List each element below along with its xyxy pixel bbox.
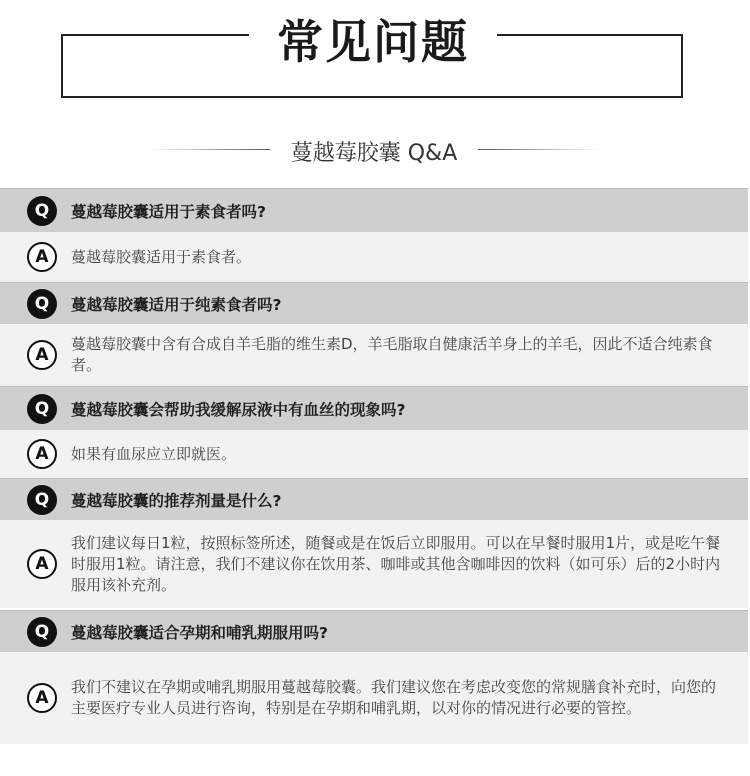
answer-badge-icon: A: [27, 439, 57, 469]
question-badge-icon: Q: [27, 617, 57, 647]
question-badge-icon: Q: [27, 394, 57, 424]
title-rule-right: [497, 34, 683, 36]
answer-row: [0, 324, 748, 386]
question-text: 蔓越莓胶囊的推荐剂量是什么?: [71, 491, 282, 510]
question-text: 蔓越莓胶囊会帮助我缓解尿液中有血丝的现象吗?: [71, 400, 406, 419]
title-rule-left: [61, 34, 249, 36]
page-title: 常见问题: [277, 15, 469, 69]
answer-row: [0, 652, 748, 744]
faq-item: [0, 282, 748, 386]
question-row: [0, 282, 748, 324]
subtitle-rule-left: [150, 149, 270, 150]
answer-text: 蔓越莓胶囊适用于素食者。: [71, 247, 252, 266]
question-badge-icon: Q: [27, 485, 57, 515]
answer-row: [0, 520, 748, 608]
answer-text: 我们不建议在孕期或哺乳期服用蔓越莓胶囊。我们建议您在考虑改变您的常规膳食补充时，向您的主要医疗专业人员进行咨询，特别是在孕期和哺乳期，以对你的情况进行必要的管控。: [71, 678, 717, 717]
answer-badge-icon: A: [27, 340, 57, 370]
faq-item: [0, 478, 748, 608]
faq-item: [0, 610, 748, 744]
subtitle-rule-right: [478, 149, 600, 150]
subtitle-row: [0, 130, 750, 168]
question-text: 蔓越莓胶囊适合孕期和哺乳期服用吗?: [71, 623, 328, 642]
question-text: 蔓越莓胶囊适用于素食者吗?: [71, 202, 266, 221]
answer-text: 我们建议每日1粒，按照标签所述，随餐或是在饭后立即服用。可以在早餐时服用1片，或是吃午餐时服用1粒。请注意，我们不建议你在饮用茶、咖啡或其他含咖啡因的饮料（如可乐）后的2小时内服用该补充剂。: [71, 533, 721, 594]
question-badge-icon: Q: [27, 196, 57, 226]
faq-item: [0, 188, 748, 282]
answer-badge-icon: A: [27, 683, 57, 713]
faq-item: [0, 386, 748, 478]
answer-row: [0, 232, 748, 282]
question-row: [0, 188, 748, 232]
answer-row: [0, 430, 748, 478]
answer-text: 如果有血尿应立即就医。: [71, 444, 237, 463]
question-row: [0, 386, 748, 430]
answer-badge-icon: A: [27, 242, 57, 272]
answer-badge-icon: A: [27, 549, 57, 579]
question-row: [0, 478, 748, 520]
answer-text: 蔓越莓胶囊中含有合成自羊毛脂的维生素D，羊毛脂取自健康活羊身上的羊毛，因此不适合纯素食者。: [71, 335, 713, 374]
question-row: [0, 610, 748, 652]
question-text: 蔓越莓胶囊适用于纯素食者吗?: [71, 295, 282, 314]
question-badge-icon: Q: [27, 289, 57, 319]
page-subtitle: 蔓越莓胶囊 Q&A: [290, 141, 458, 166]
